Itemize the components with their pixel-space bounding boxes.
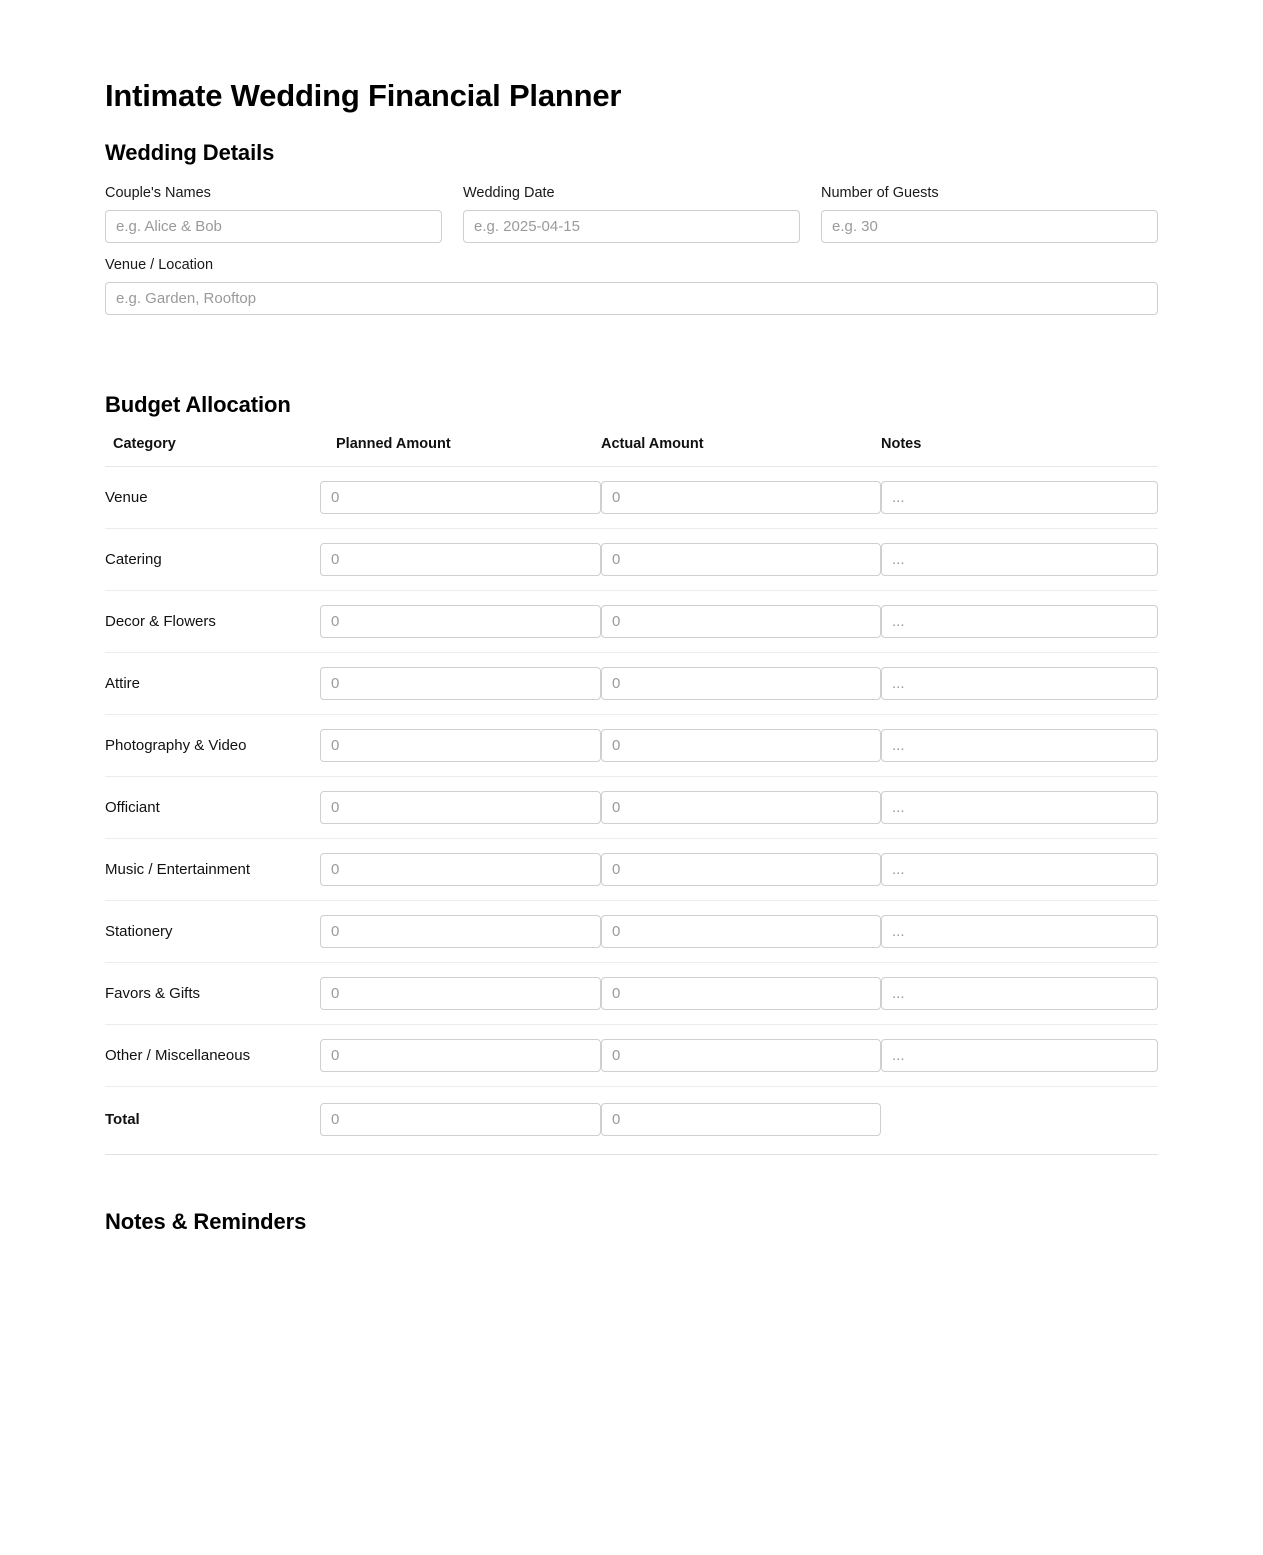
planned-amount-cell bbox=[320, 467, 601, 529]
actual-amount-cell bbox=[601, 715, 881, 777]
column-header-planned-amount: Planned Amount bbox=[320, 436, 601, 467]
actual-amount-cell bbox=[601, 777, 881, 839]
total-actual-cell bbox=[601, 1087, 881, 1155]
notes-cell bbox=[881, 467, 1158, 529]
actual-amount-input[interactable] bbox=[601, 481, 881, 514]
table-row bbox=[105, 963, 1158, 1025]
total-planned-input[interactable] bbox=[320, 1103, 601, 1136]
notes-reminders-heading: Notes & Reminders bbox=[105, 1209, 307, 1235]
table-row bbox=[105, 777, 1158, 839]
wedding-details-form bbox=[105, 184, 1158, 328]
budget-allocation-section bbox=[105, 392, 1158, 1155]
planned-amount-cell bbox=[320, 963, 601, 1025]
notes-cell bbox=[881, 653, 1158, 715]
actual-amount-cell bbox=[601, 839, 881, 901]
total-actual-input[interactable] bbox=[601, 1103, 881, 1136]
label-number-of-guests: Number of Guests bbox=[821, 185, 939, 202]
actual-amount-input[interactable] bbox=[601, 853, 881, 886]
budget-header-row bbox=[105, 436, 1158, 467]
notes-cell bbox=[881, 1025, 1158, 1087]
budget-table-body bbox=[105, 467, 1158, 1155]
notes-input[interactable] bbox=[881, 543, 1158, 576]
couples-names-input[interactable] bbox=[105, 210, 442, 243]
column-header-actual-amount: Actual Amount bbox=[601, 436, 881, 467]
planned-amount-input[interactable] bbox=[320, 543, 601, 576]
notes-cell bbox=[881, 777, 1158, 839]
actual-amount-input[interactable] bbox=[601, 915, 881, 948]
field-wedding-date bbox=[463, 184, 800, 243]
table-row bbox=[105, 1025, 1158, 1087]
number-of-guests-input[interactable] bbox=[821, 210, 1158, 243]
actual-amount-input[interactable] bbox=[601, 1039, 881, 1072]
page-title: Intimate Wedding Financial Planner bbox=[105, 78, 622, 113]
total-planned-cell bbox=[320, 1087, 601, 1155]
budget-category-label: Stationery bbox=[105, 901, 320, 963]
planned-amount-cell bbox=[320, 653, 601, 715]
table-row bbox=[105, 839, 1158, 901]
actual-amount-input[interactable] bbox=[601, 729, 881, 762]
actual-amount-input[interactable] bbox=[601, 605, 881, 638]
notes-input[interactable] bbox=[881, 1039, 1158, 1072]
notes-reminders-section bbox=[105, 1209, 1158, 1235]
label-wedding-date: Wedding Date bbox=[463, 185, 555, 202]
planned-amount-cell bbox=[320, 529, 601, 591]
planned-amount-cell bbox=[320, 591, 601, 653]
notes-input[interactable] bbox=[881, 915, 1158, 948]
table-row bbox=[105, 653, 1158, 715]
notes-cell bbox=[881, 591, 1158, 653]
budget-category-label: Catering bbox=[105, 529, 320, 591]
total-label: Total bbox=[105, 1087, 320, 1155]
table-row bbox=[105, 901, 1158, 963]
notes-input[interactable] bbox=[881, 667, 1158, 700]
planned-amount-input[interactable] bbox=[320, 853, 601, 886]
notes-cell bbox=[881, 529, 1158, 591]
total-notes-cell-empty bbox=[881, 1087, 1158, 1155]
actual-amount-cell bbox=[601, 653, 881, 715]
table-row bbox=[105, 467, 1158, 529]
notes-input[interactable] bbox=[881, 605, 1158, 638]
column-header-notes: Notes bbox=[881, 436, 1158, 467]
field-number-of-guests bbox=[821, 184, 1158, 243]
actual-amount-cell bbox=[601, 901, 881, 963]
venue-location-input[interactable] bbox=[105, 282, 1158, 315]
notes-input[interactable] bbox=[881, 977, 1158, 1010]
budget-category-label: Decor & Flowers bbox=[105, 591, 320, 653]
label-couples-names: Couple's Names bbox=[105, 185, 211, 202]
budget-category-label: Venue bbox=[105, 467, 320, 529]
budget-table bbox=[105, 436, 1158, 1155]
table-row bbox=[105, 715, 1158, 777]
planned-amount-cell bbox=[320, 715, 601, 777]
planned-amount-input[interactable] bbox=[320, 1039, 601, 1072]
actual-amount-cell bbox=[601, 963, 881, 1025]
notes-cell bbox=[881, 963, 1158, 1025]
planned-amount-cell bbox=[320, 839, 601, 901]
wedding-details-heading: Wedding Details bbox=[105, 139, 275, 165]
planned-amount-input[interactable] bbox=[320, 791, 601, 824]
planned-amount-cell bbox=[320, 1025, 601, 1087]
field-couples-names bbox=[105, 184, 442, 243]
wedding-details-section bbox=[105, 140, 1158, 328]
notes-input[interactable] bbox=[881, 729, 1158, 762]
budget-category-label: Photography & Video bbox=[105, 715, 320, 777]
content-wrapper bbox=[105, 78, 1158, 1236]
budget-category-label: Attire bbox=[105, 653, 320, 715]
budget-table-head bbox=[105, 436, 1158, 467]
actual-amount-input[interactable] bbox=[601, 977, 881, 1010]
wedding-date-input[interactable] bbox=[463, 210, 800, 243]
actual-amount-cell bbox=[601, 467, 881, 529]
planned-amount-cell bbox=[320, 777, 601, 839]
table-row bbox=[105, 529, 1158, 591]
budget-allocation-heading: Budget Allocation bbox=[105, 391, 291, 417]
notes-input[interactable] bbox=[881, 481, 1158, 514]
planned-amount-input[interactable] bbox=[320, 481, 601, 514]
column-header-category: Category bbox=[105, 436, 320, 467]
budget-total-row bbox=[105, 1087, 1158, 1155]
actual-amount-input[interactable] bbox=[601, 791, 881, 824]
actual-amount-cell bbox=[601, 1025, 881, 1087]
planned-amount-input[interactable] bbox=[320, 667, 601, 700]
actual-amount-cell bbox=[601, 529, 881, 591]
budget-category-label: Officiant bbox=[105, 777, 320, 839]
notes-input[interactable] bbox=[881, 791, 1158, 824]
planned-amount-input[interactable] bbox=[320, 605, 601, 638]
actual-amount-input[interactable] bbox=[601, 543, 881, 576]
label-venue-location: Venue / Location bbox=[105, 256, 214, 273]
actual-amount-cell bbox=[601, 591, 881, 653]
planned-amount-input[interactable] bbox=[320, 915, 601, 948]
table-row bbox=[105, 591, 1158, 653]
planned-amount-input[interactable] bbox=[320, 729, 601, 762]
planned-amount-cell bbox=[320, 901, 601, 963]
notes-cell bbox=[881, 901, 1158, 963]
notes-cell bbox=[881, 715, 1158, 777]
actual-amount-input[interactable] bbox=[601, 667, 881, 700]
budget-category-label: Other / Miscellaneous bbox=[105, 1025, 320, 1087]
budget-category-label: Favors & Gifts bbox=[105, 963, 320, 1025]
planned-amount-input[interactable] bbox=[320, 977, 601, 1010]
notes-input[interactable] bbox=[881, 853, 1158, 886]
budget-category-label: Music / Entertainment bbox=[105, 839, 320, 901]
field-venue-location bbox=[105, 256, 1158, 315]
notes-cell bbox=[881, 839, 1158, 901]
